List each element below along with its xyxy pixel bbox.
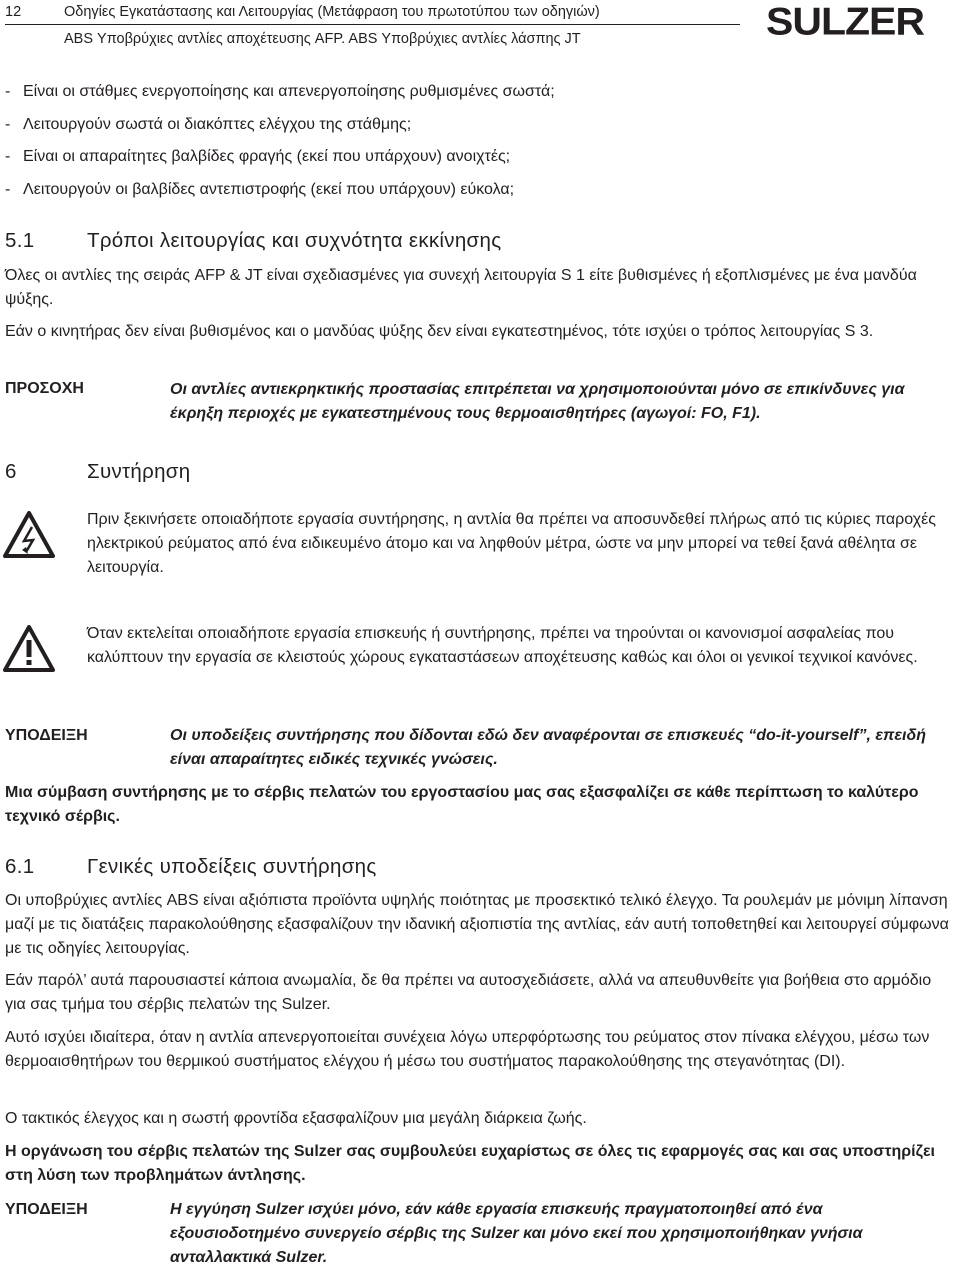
paragraph: Ο τακτικός έλεγχος και η σωστή φροντίδα εξασφαλίζουν μια μεγάλη διάρκεια ζωής. bbox=[5, 1110, 587, 1127]
section-title: Συντήρηση bbox=[87, 460, 191, 483]
list-item bbox=[5, 141, 555, 174]
paragraph: Όλες οι αντλίες της σειράς AFP & JT είναι σχεδιασμένες για συνεχή λειτουργία S 1 είτε βυθισμένες ή εξοπλισμένες με ένα μανδύα ψύξης. bbox=[5, 267, 917, 308]
header-rule bbox=[5, 24, 740, 25]
list-item-text: Λειτουργούν οι βαλβίδες αντεπιστροφής (εκεί που υπάρχουν) εύκολα; bbox=[23, 180, 515, 198]
paragraph: Εάν παρόλ’ αυτά παρουσιαστεί κάποια ανωμαλία, δε θα πρέπει να αυτοσχεδιάσετε, αλλά να απευθυνθείτε για βοήθεια στο αρμόδιο για σας τμήμα του σέρβις πελατών της Sulzer. bbox=[5, 972, 932, 1013]
list-item bbox=[5, 109, 555, 142]
section-title: Τρόποι λειτουργίας και συχνότητα εκκίνησης bbox=[87, 229, 502, 252]
bullet-dash: - bbox=[5, 180, 11, 198]
bullet-dash: - bbox=[5, 115, 11, 133]
list-item-text: Είναι οι στάθμες ενεργοποίησης και απενεργοποίησης ρυθμισμένες σωστά; bbox=[23, 83, 555, 100]
page-number: 12 bbox=[5, 4, 22, 20]
caution-label: ΠΡΟΣΟΧΗ bbox=[5, 380, 84, 397]
note-label: ΥΠΟΔΕΙΞΗ bbox=[5, 727, 88, 744]
service-contract-text: Μια σύμβαση συντήρησης με το σέρβις πελατών του εργοστασίου μας σας εξασφαλίζει σε κάθε περίπτωση το καλύτερο τεχνικό σέρβις. bbox=[5, 784, 919, 825]
general-warning-text: Όταν εκτελείται οποιαδήποτε εργασία επισκευής ή συντήρησης, πρέπει να τηρούνται οι κανονισμοί ασφαλείας που καλύπτουν την εργασία σε κλειστούς χώρους εγκαταστάσεων αποχέτευσης καθώς και όλοι οι γενικοί τεχνικοί κανόνες. bbox=[87, 625, 918, 666]
sulzer-logo: SULZER bbox=[766, 0, 924, 43]
note-text: Οι υποδείξεις συντήρησης που δίδονται εδώ δεν αναφέρονται σε επισκευές “do-it-yourself”, επειδή είναι απαραίτητες ειδικές τεχνικές γνώσεις. bbox=[170, 727, 927, 768]
bullet-dash: - bbox=[5, 83, 11, 100]
paragraph: Αυτό ισχύει ιδιαίτερα, όταν η αντλία απενεργοποιείται συνέχεια λόγω υπερφόρτωσης του ρεύματος στον πίνακα ελέγχου, μέσω των θερμοαισθητήρων του θερμικού συστήματος ελέγχου ή μέσω του συστήματος παρακολούθησης της στεγανότητας (DI). bbox=[5, 1029, 930, 1070]
caution-text: Οι αντλίες αντιεκρηκτικής προστασίας επιτρέπεται να χρησιμοποιούνται μόνο σε επικίνδυνες για έκρηξη περιοχές με εγκατεστημένους τους θερμοαισθητήρες (αγωγοί: FO, F1). bbox=[170, 381, 905, 422]
section-title: Γενικές υποδείξεις συντήρησης bbox=[87, 855, 377, 878]
checklist bbox=[5, 76, 555, 206]
note-text: Η εγγύηση Sulzer ισχύει μόνο, εάν κάθε εργασία επισκευής πραγματοποιηθεί από ένα εξουσιοδοτημένο συνεργείο σέρβις της Sulzer και μόνο εκεί που χρησιμοποιήθηκαν γνήσια ανταλλακτικά Sulzer. bbox=[170, 1201, 863, 1266]
section-number: 6.1 bbox=[5, 855, 35, 878]
list-item-text: Είναι οι απαραίτητες βαλβίδες φραγής (εκεί που υπάρχουν) ανοιχτές; bbox=[23, 148, 511, 165]
electric-warning-text: Πριν ξεκινήσετε οποιαδήποτε εργασία συντήρησης, η αντλία θα πρέπει να αποσυνδεθεί πλήρως από τις κύριες παροχές ηλεκτρικού ρεύματος από ένα ειδικευμένο άτομο και να ληφθούν μέτρα, ώστε να μην μπορεί να τεθεί ξανά αθέλητα σε λειτουργία. bbox=[87, 511, 936, 576]
paragraph: Εάν ο κινητήρας δεν είναι βυθισμένος και ο μανδύας ψύξης δεν είναι εγκατεστημένος, τότε ισχύει ο τρόπος λειτουργίας S 3. bbox=[5, 323, 874, 340]
note-label: ΥΠΟΔΕΙΞΗ bbox=[5, 1201, 88, 1218]
list-item-text: Λειτουργούν σωστά οι διακόπτες ελέγχου της στάθμης; bbox=[23, 115, 412, 133]
paragraph: Η οργάνωση του σέρβις πελατών της Sulzer σας συμβουλεύει ευχαρίστως σε όλες τις εφαρμογές σας και σας υποστηρίζει στη λύση των προβλημάτων άντλησης. bbox=[5, 1143, 935, 1184]
list-item bbox=[5, 76, 555, 109]
paragraph: Οι υποβρύχιες αντλίες ABS είναι αξιόπιστα προϊόντα υψηλής ποιότητας με προσεκτικό τελικό έλεγχο. Τα ρουλεμάν με μόνιμη λίπανση μαζί με τις διατάξεις παρακολούθησης εξασφαλίζουν την ιδανική αξιοπιστία της αντλίας, εάν αυτή τοποθετηθεί και λειτουργεί σύμφωνα με τις οδηγίες λειτουργίας. bbox=[5, 892, 949, 957]
section-number: 5.1 bbox=[5, 229, 35, 252]
electric-hazard-icon bbox=[3, 511, 55, 559]
bullet-dash: - bbox=[5, 148, 11, 165]
document-subtitle: ABS Υποβρύχιες αντλίες αποχέτευσης AFP. ABS Υποβρύχιες αντλίες λάσπης JT bbox=[64, 31, 581, 47]
warning-icon bbox=[3, 625, 55, 673]
list-item bbox=[5, 174, 555, 207]
document-title: Οδηγίες Εγκατάστασης και Λειτουργίας (Μετάφραση του πρωτοτύπου των οδηγιών) bbox=[64, 4, 600, 20]
section-number: 6 bbox=[5, 460, 17, 483]
